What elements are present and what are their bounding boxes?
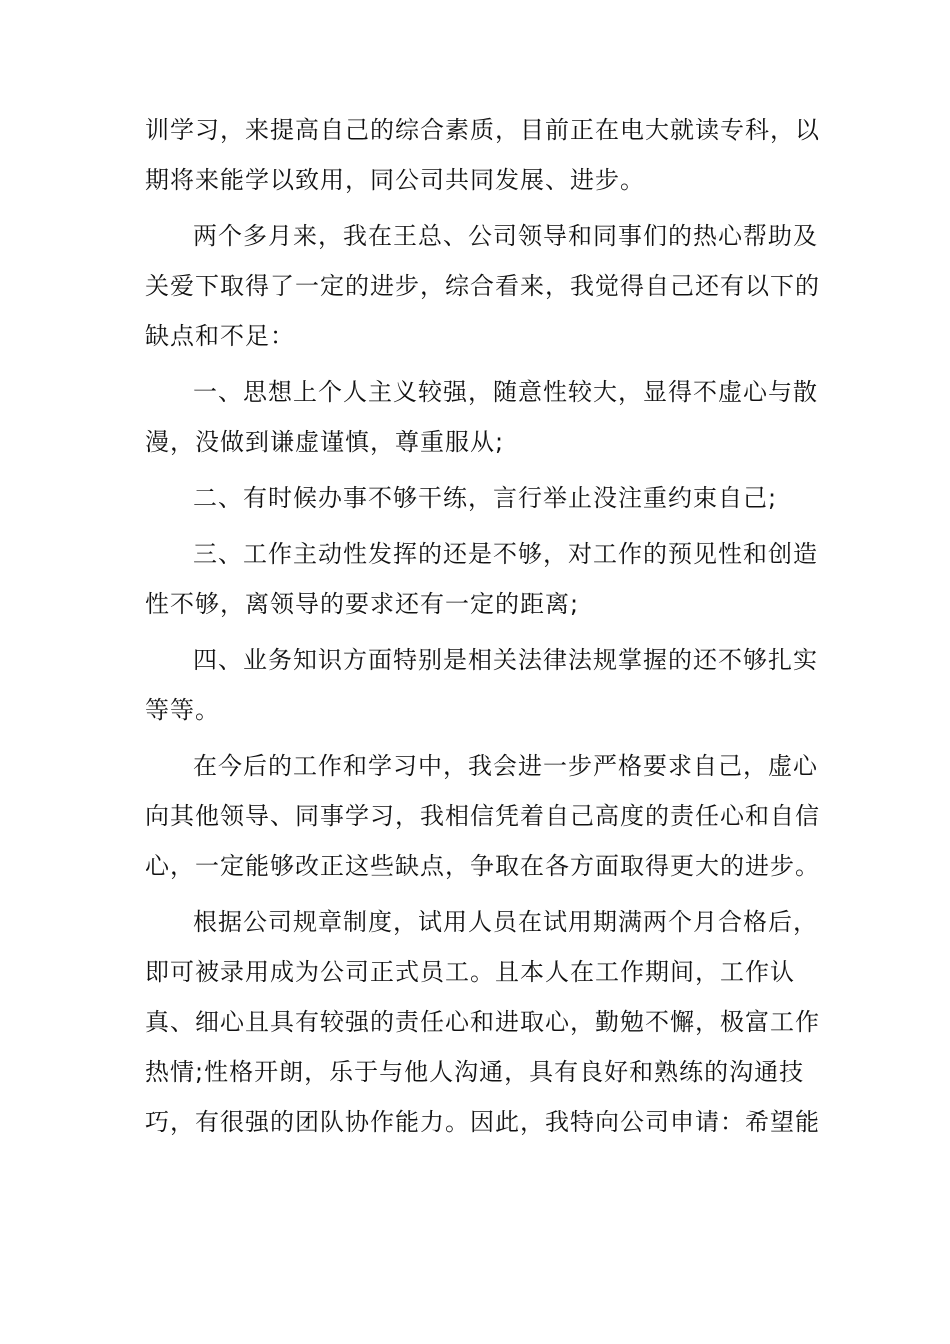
text-line: 训学习，来提高自己的综合素质，目前正在电大就读专科，以 (145, 116, 820, 144)
text-line: 向其他领导、同事学习，我相信凭着自己高度的责任心和自信 (145, 802, 820, 830)
list-item-first-line: 一、思想上个人主义较强，随意性较大，显得不虚心与散 (193, 378, 818, 406)
list-item-first-line: 二、有时候办事不够干练，言行举止没注重约束自己; (193, 484, 778, 512)
text-line: 等等。 (145, 696, 220, 724)
text-line: 心，一定能够改正这些缺点，争取在各方面取得更大的进步。 (145, 852, 820, 880)
text-line: 关爱下取得了一定的进步，综合看来，我觉得自己还有以下的 (145, 272, 820, 300)
text-line: 即可被录用成为公司正式员工。且本人在工作期间，工作认 (145, 958, 795, 986)
text-line: 热情;性格开朗，乐于与他人沟通，具有良好和熟练的沟通技 (145, 1058, 805, 1086)
list-item-first-line: 三、工作主动性发挥的还是不够，对工作的预见性和创造 (193, 540, 818, 568)
text-line: 性不够，离领导的要求还有一定的距离; (145, 590, 580, 618)
text-line: 漫，没做到谦虚谨慎，尊重服从; (145, 428, 505, 456)
paragraph-first-line: 在今后的工作和学习中，我会进一步严格要求自己，虚心 (193, 752, 818, 780)
paragraph-first-line: 两个多月来，我在王总、公司领导和同事们的热心帮助及 (193, 222, 818, 250)
list-item-first-line: 四、业务知识方面特别是相关法律法规掌握的还不够扎实 (193, 646, 818, 674)
text-line: 真、细心且具有较强的责任心和进取心，勤勉不懈，极富工作 (145, 1008, 820, 1036)
text-line: 缺点和不足： (145, 322, 295, 350)
text-line: 期将来能学以致用，同公司共同发展、进步。 (145, 166, 645, 194)
text-line: 巧，有很强的团队协作能力。因此，我特向公司申请：希望能 (145, 1108, 820, 1136)
paragraph-first-line: 根据公司规章制度，试用人员在试用期满两个月合格后， (193, 908, 818, 936)
